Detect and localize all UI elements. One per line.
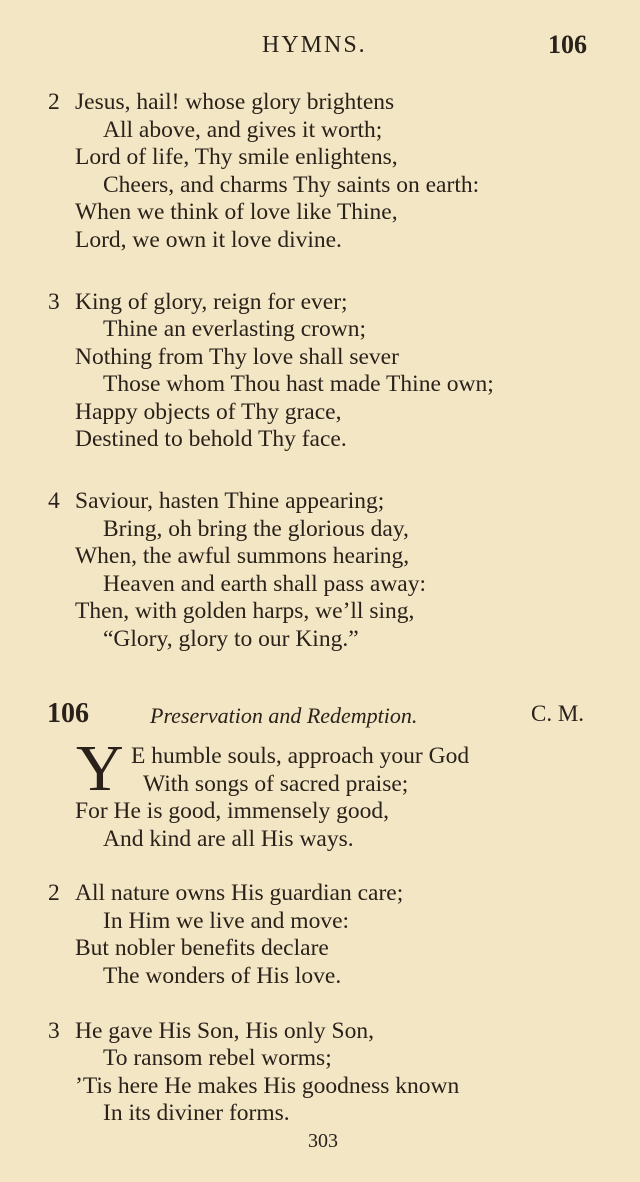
hymn-title: Preservation and Redemption. — [150, 703, 418, 728]
verse-line: Lord, we own it love divine. — [75, 227, 342, 253]
verse-line: In Him we live and move: — [103, 908, 350, 934]
hymn-meter: C. M. — [531, 701, 585, 726]
drop-cap: Y — [76, 732, 124, 805]
verse-line: Thine an everlasting crown; — [103, 316, 366, 342]
verse-line: When we think of love like Thine, — [75, 199, 398, 225]
verse-line: Then, with golden harps, we’ll sing, — [75, 598, 415, 624]
stanza-number: 3 — [48, 1018, 60, 1044]
verse-line: Bring, oh bring the glorious day, — [103, 516, 409, 542]
verse-line: Heaven and earth shall pass away: — [103, 571, 426, 597]
verse-line: Jesus, hail! whose glory brightens — [75, 89, 395, 115]
verse-line: E humble souls, approach your God — [131, 743, 470, 769]
running-hymn-number: 106 — [548, 30, 587, 59]
verse-line: To ransom rebel worms; — [103, 1045, 332, 1071]
verse-line: But nobler benefits declare — [75, 935, 329, 961]
verse-line: Saviour, hasten Thine appearing; — [75, 488, 385, 514]
stanza-number: 3 — [48, 289, 60, 315]
verse-line: Destined to behold Thy face. — [75, 426, 347, 452]
verse-line: With songs of sacred praise; — [143, 771, 409, 797]
verse-line: King of glory, reign for ever; — [75, 289, 348, 315]
stanza-number: 2 — [48, 89, 60, 115]
hymn-heading — [0, 698, 640, 732]
verse-line: “Glory, glory to our King.” — [103, 626, 359, 652]
stanza-number: 4 — [48, 488, 60, 514]
hymn-number: 106 — [47, 698, 89, 729]
verse-line: Cheers, and charms Thy saints on earth: — [103, 172, 480, 198]
verse-line: In its diviner forms. — [103, 1100, 290, 1126]
verse-line: When, the awful summons hearing, — [75, 543, 410, 569]
verse-line: All above, and gives it worth; — [103, 117, 383, 143]
verse-line: The wonders of His love. — [103, 963, 342, 989]
verse-line: And kind are all His ways. — [103, 826, 354, 852]
verse-line: He gave His Son, His only Son, — [75, 1018, 374, 1044]
verse-line: ’Tis here He makes His goodness known — [75, 1073, 460, 1099]
verse-line: Those whom Thou hast made Thine own; — [103, 371, 494, 397]
running-head — [0, 30, 640, 64]
running-title: HYMNS. — [262, 32, 367, 58]
verse-line: All nature owns His guardian care; — [75, 880, 404, 906]
verse-line: Happy objects of Thy grace, — [75, 399, 342, 425]
verse-line: Lord of life, Thy smile enlightens, — [75, 144, 398, 170]
verse-line: Nothing from Thy love shall sever — [75, 344, 399, 370]
page-number: 303 — [308, 1130, 338, 1152]
stanza-number: 2 — [48, 880, 60, 906]
verse-line: For He is good, immensely good, — [75, 798, 389, 824]
